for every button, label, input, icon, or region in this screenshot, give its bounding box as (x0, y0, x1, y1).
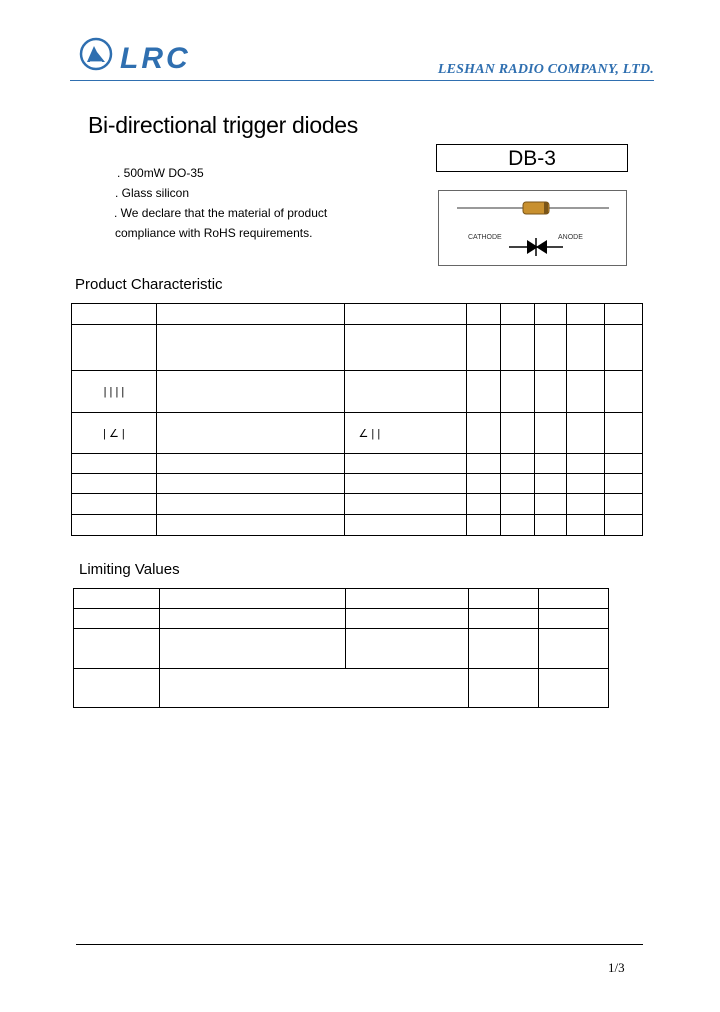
table-row (72, 494, 643, 515)
table-row (72, 515, 643, 536)
page-title: Bi-directional trigger diodes (88, 112, 358, 138)
logo-wordmark: LRC (120, 42, 191, 75)
feature-list (112, 163, 327, 243)
table-row (74, 669, 609, 708)
feature-item: . We declare that the material of product (114, 206, 328, 220)
part-number-box: DB-3 (436, 144, 628, 172)
limiting-values-heading: Limiting Values (79, 561, 180, 578)
limiting-values-table (73, 588, 609, 708)
page-number: 1/3 (608, 960, 625, 975)
header-divider (70, 80, 654, 81)
anode-label: ANODE (558, 234, 583, 241)
cell-text: | | | | (103, 385, 125, 398)
table-row (74, 609, 609, 629)
company-name: LESHAN RADIO COMPANY, LTD. (437, 62, 654, 77)
table-row (72, 413, 643, 454)
table-row (72, 325, 643, 371)
footer-divider (76, 944, 643, 945)
table-row (72, 474, 643, 494)
cell-text: ∠ | | (358, 427, 381, 440)
table-row (72, 454, 643, 474)
feature-item: . 500mW DO-35 (117, 166, 204, 180)
product-characteristic-heading: Product Characteristic (75, 276, 223, 293)
table-row (72, 371, 643, 413)
feature-item: . Glass silicon (115, 186, 190, 200)
feature-item: compliance with RoHS requirements. (115, 226, 313, 240)
table-row (74, 629, 609, 669)
package-diagram (438, 190, 627, 266)
cathode-label: CATHODE (468, 234, 502, 241)
table-row (72, 304, 643, 325)
table-row (74, 589, 609, 609)
product-characteristic-table (71, 303, 643, 536)
lrc-logo (78, 34, 218, 78)
cell-text: | ∠ | (103, 427, 125, 440)
